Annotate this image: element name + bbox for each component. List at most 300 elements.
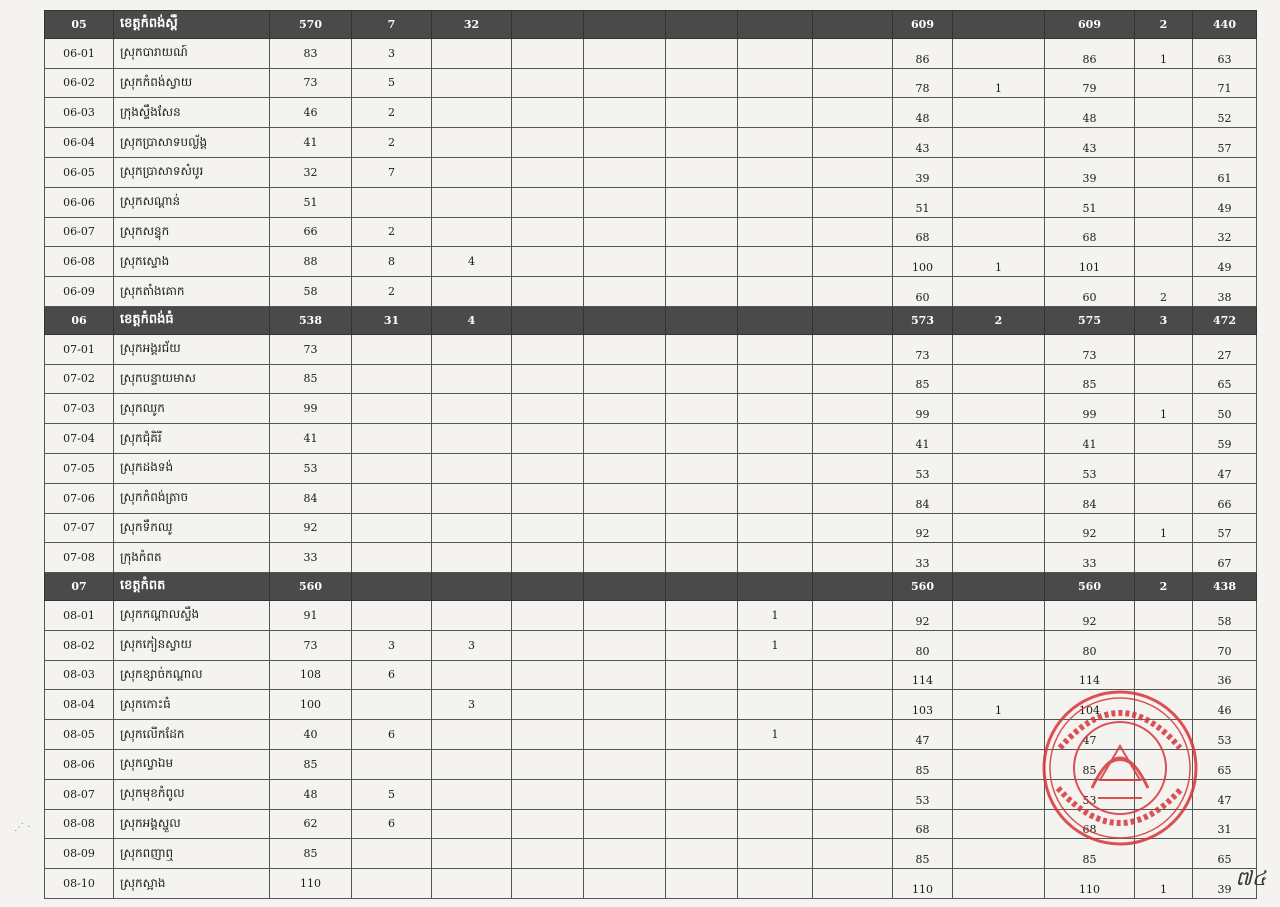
cell-c4 — [512, 839, 584, 869]
cell-c2 — [352, 394, 432, 424]
cell-c4 — [512, 38, 584, 68]
cell-c12 — [1135, 453, 1193, 483]
cell-c1: 110 — [270, 869, 352, 899]
cell-c12 — [1135, 839, 1193, 869]
cell-c12 — [1135, 187, 1193, 217]
cell-c4 — [512, 660, 584, 690]
district-row — [45, 809, 1257, 839]
cell-c7 — [738, 38, 813, 68]
cell-c5 — [584, 543, 666, 573]
cell-c13: 61 — [1193, 157, 1257, 187]
cell-c5 — [584, 749, 666, 779]
cell-c5 — [584, 157, 666, 187]
cell-c11: 575 — [1045, 306, 1135, 334]
cell-c7 — [738, 128, 813, 158]
cell-c9: 41 — [893, 424, 953, 454]
cell-c2 — [352, 483, 432, 513]
cell-c7 — [738, 660, 813, 690]
row-code: 06-06 — [45, 187, 114, 217]
cell-c7 — [738, 483, 813, 513]
cell-c4 — [512, 394, 584, 424]
cell-c1: 40 — [270, 720, 352, 750]
cell-c2 — [352, 749, 432, 779]
cell-c10 — [953, 334, 1045, 364]
cell-c6 — [666, 690, 738, 720]
cell-c5 — [584, 600, 666, 630]
cell-c11: 43 — [1045, 128, 1135, 158]
row-name: ស្រុកកៀនស្វាយ — [114, 630, 270, 660]
cell-c13: 63 — [1193, 38, 1257, 68]
row-code: 06-04 — [45, 128, 114, 158]
cell-c6 — [666, 453, 738, 483]
cell-c7 — [738, 364, 813, 394]
cell-c8 — [813, 660, 893, 690]
row-name: ស្រុកអង្គស្នួល — [114, 809, 270, 839]
cell-c4 — [512, 157, 584, 187]
cell-c5 — [584, 513, 666, 543]
row-name: ស្រុកប្រាសាទបល្ល័ង្គ — [114, 128, 270, 158]
province-row — [45, 306, 1257, 334]
cell-c8 — [813, 513, 893, 543]
cell-c10: 1 — [953, 247, 1045, 277]
cell-c3 — [432, 600, 512, 630]
cell-c3: 32 — [432, 11, 512, 39]
cell-c7 — [738, 11, 813, 39]
cell-c3 — [432, 68, 512, 98]
row-name: ស្រុកកំពង់ស្វាយ — [114, 68, 270, 98]
cell-c13: 58 — [1193, 600, 1257, 630]
cell-c5 — [584, 334, 666, 364]
cell-c2: 3 — [352, 38, 432, 68]
row-code: 07-02 — [45, 364, 114, 394]
cell-c8 — [813, 277, 893, 307]
cell-c9: 92 — [893, 513, 953, 543]
district-row — [45, 839, 1257, 869]
cell-c10 — [953, 453, 1045, 483]
cell-c9: 100 — [893, 247, 953, 277]
cell-c1: 108 — [270, 660, 352, 690]
cell-c13: 65 — [1193, 364, 1257, 394]
cell-c2 — [352, 690, 432, 720]
cell-c13: 46 — [1193, 690, 1257, 720]
cell-c5 — [584, 187, 666, 217]
cell-c6 — [666, 11, 738, 39]
district-row — [45, 277, 1257, 307]
cell-c2: 7 — [352, 11, 432, 39]
cell-c12 — [1135, 630, 1193, 660]
cell-c4 — [512, 749, 584, 779]
cell-c2: 31 — [352, 306, 432, 334]
cell-c6 — [666, 68, 738, 98]
cell-c12 — [1135, 600, 1193, 630]
row-name: ស្រុកស្អាង — [114, 869, 270, 899]
cell-c3 — [432, 869, 512, 899]
cell-c13: 49 — [1193, 247, 1257, 277]
cell-c8 — [813, 11, 893, 39]
cell-c12 — [1135, 247, 1193, 277]
cell-c3 — [432, 187, 512, 217]
cell-c4 — [512, 720, 584, 750]
cell-c10 — [953, 128, 1045, 158]
cell-c3 — [432, 38, 512, 68]
row-code: 06-07 — [45, 217, 114, 247]
cell-c13: 36 — [1193, 660, 1257, 690]
row-name: ខេត្តកំពត — [114, 573, 270, 601]
cell-c11: 48 — [1045, 98, 1135, 128]
cell-c6 — [666, 543, 738, 573]
cell-c5 — [584, 11, 666, 39]
row-name: ស្រុកខ្សាច់កណ្ដាល — [114, 660, 270, 690]
row-name: ស្រុកពញាឮ — [114, 839, 270, 869]
district-row — [45, 98, 1257, 128]
district-row — [45, 720, 1257, 750]
cell-c2: 2 — [352, 277, 432, 307]
cell-c10 — [953, 809, 1045, 839]
row-name: ស្រុកស្ទោង — [114, 247, 270, 277]
cell-c3 — [432, 513, 512, 543]
cell-c6 — [666, 306, 738, 334]
district-row — [45, 453, 1257, 483]
cell-c4 — [512, 187, 584, 217]
cell-c9: 103 — [893, 690, 953, 720]
cell-c1: 48 — [270, 779, 352, 809]
cell-c1: 538 — [270, 306, 352, 334]
cell-c4 — [512, 600, 584, 630]
cell-c2 — [352, 513, 432, 543]
cell-c13: 70 — [1193, 630, 1257, 660]
cell-c6 — [666, 128, 738, 158]
cell-c13: 52 — [1193, 98, 1257, 128]
cell-c8 — [813, 600, 893, 630]
cell-c3 — [432, 157, 512, 187]
row-code: 08-04 — [45, 690, 114, 720]
cell-c3: 3 — [432, 630, 512, 660]
cell-c10 — [953, 573, 1045, 601]
row-code: 07-03 — [45, 394, 114, 424]
cell-c2: 5 — [352, 68, 432, 98]
cell-c5 — [584, 424, 666, 454]
cell-c12 — [1135, 720, 1193, 750]
cell-c9: 114 — [893, 660, 953, 690]
district-row — [45, 600, 1257, 630]
cell-c9: 84 — [893, 483, 953, 513]
row-code: 06-09 — [45, 277, 114, 307]
cell-c4 — [512, 690, 584, 720]
row-code: 08-05 — [45, 720, 114, 750]
cell-c1: 66 — [270, 217, 352, 247]
cell-c3: 4 — [432, 306, 512, 334]
row-name: ស្រុកមុខកំពូល — [114, 779, 270, 809]
cell-c12: 1 — [1135, 513, 1193, 543]
cell-c1: 92 — [270, 513, 352, 543]
cell-c10 — [953, 364, 1045, 394]
cell-c8 — [813, 68, 893, 98]
cell-c7 — [738, 334, 813, 364]
cell-c6 — [666, 364, 738, 394]
row-code: 07-06 — [45, 483, 114, 513]
cell-c8 — [813, 247, 893, 277]
cell-c11: 609 — [1045, 11, 1135, 39]
cell-c12 — [1135, 157, 1193, 187]
cell-c2: 8 — [352, 247, 432, 277]
cell-c6 — [666, 660, 738, 690]
page-number: ៧៤ — [1235, 866, 1266, 890]
cell-c6 — [666, 334, 738, 364]
cell-c8 — [813, 128, 893, 158]
cell-c11: 73 — [1045, 334, 1135, 364]
cell-c11: 110 — [1045, 869, 1135, 899]
cell-c2 — [352, 364, 432, 394]
cell-c10 — [953, 98, 1045, 128]
district-row — [45, 187, 1257, 217]
cell-c11: 92 — [1045, 513, 1135, 543]
cell-c4 — [512, 513, 584, 543]
row-code: 08-06 — [45, 749, 114, 779]
row-code: 08-07 — [45, 779, 114, 809]
cell-c9: 85 — [893, 364, 953, 394]
cell-c8 — [813, 187, 893, 217]
cell-c3 — [432, 334, 512, 364]
cell-c7 — [738, 573, 813, 601]
cell-c6 — [666, 424, 738, 454]
cell-c1: 46 — [270, 98, 352, 128]
cell-c1: 570 — [270, 11, 352, 39]
cell-c5 — [584, 247, 666, 277]
cell-c2: 6 — [352, 720, 432, 750]
cell-c11: 85 — [1045, 364, 1135, 394]
cell-c13: 39 — [1193, 869, 1257, 899]
cell-c2 — [352, 334, 432, 364]
cell-c9: 39 — [893, 157, 953, 187]
row-name: ស្រុកទឹកឈូ — [114, 513, 270, 543]
cell-c2: 2 — [352, 217, 432, 247]
row-name: ស្រុកឈូក — [114, 394, 270, 424]
cell-c4 — [512, 11, 584, 39]
cell-c6 — [666, 277, 738, 307]
cell-c8 — [813, 98, 893, 128]
cell-c12: 1 — [1135, 394, 1193, 424]
cell-c4 — [512, 68, 584, 98]
cell-c8 — [813, 543, 893, 573]
cell-c5 — [584, 453, 666, 483]
cell-c5 — [584, 306, 666, 334]
cell-c3 — [432, 98, 512, 128]
cell-c2: 5 — [352, 779, 432, 809]
cell-c2: 6 — [352, 809, 432, 839]
cell-c9: 86 — [893, 38, 953, 68]
cell-c8 — [813, 394, 893, 424]
row-name: ស្រុកកោះធំ — [114, 690, 270, 720]
cell-c5 — [584, 217, 666, 247]
cell-c6 — [666, 573, 738, 601]
cell-c2: 2 — [352, 98, 432, 128]
district-row — [45, 394, 1257, 424]
row-code: 06-08 — [45, 247, 114, 277]
cell-c7 — [738, 247, 813, 277]
cell-c3 — [432, 394, 512, 424]
row-name: ស្រុកបារាយណ៍ — [114, 38, 270, 68]
cell-c12 — [1135, 660, 1193, 690]
cell-c1: 73 — [270, 68, 352, 98]
cell-c13: 65 — [1193, 839, 1257, 869]
cell-c1: 53 — [270, 453, 352, 483]
cell-c4 — [512, 334, 584, 364]
cell-c12 — [1135, 809, 1193, 839]
cell-c9: 47 — [893, 720, 953, 750]
district-row — [45, 424, 1257, 454]
cell-c3: 4 — [432, 247, 512, 277]
cell-c13: 66 — [1193, 483, 1257, 513]
cell-c7 — [738, 453, 813, 483]
row-code: 06-02 — [45, 68, 114, 98]
cell-c13: 71 — [1193, 68, 1257, 98]
cell-c5 — [584, 68, 666, 98]
row-name: ស្រុកលើកដែក — [114, 720, 270, 750]
cell-c7 — [738, 277, 813, 307]
cell-c9: 73 — [893, 334, 953, 364]
row-code: 08-09 — [45, 839, 114, 869]
cell-c13: 438 — [1193, 573, 1257, 601]
cell-c5 — [584, 364, 666, 394]
cell-c7 — [738, 68, 813, 98]
row-name: ខេត្តកំពង់ធំ — [114, 306, 270, 334]
row-code: 07-04 — [45, 424, 114, 454]
allocation-table — [44, 10, 1257, 899]
cell-c9: 85 — [893, 749, 953, 779]
cell-c10 — [953, 749, 1045, 779]
cell-c3 — [432, 720, 512, 750]
cell-c12 — [1135, 483, 1193, 513]
cell-c8 — [813, 453, 893, 483]
cell-c13: 65 — [1193, 749, 1257, 779]
cell-c11: 33 — [1045, 543, 1135, 573]
scan-speck: ⋰ · — [14, 822, 31, 833]
row-name: ស្រុកជុំគិរី — [114, 424, 270, 454]
cell-c2 — [352, 600, 432, 630]
cell-c4 — [512, 543, 584, 573]
cell-c9: 92 — [893, 600, 953, 630]
cell-c1: 73 — [270, 334, 352, 364]
cell-c9: 560 — [893, 573, 953, 601]
cell-c11: 60 — [1045, 277, 1135, 307]
cell-c6 — [666, 187, 738, 217]
cell-c1: 41 — [270, 128, 352, 158]
cell-c2 — [352, 424, 432, 454]
cell-c10: 1 — [953, 690, 1045, 720]
row-name: ស្រុកតាំងគោក — [114, 277, 270, 307]
cell-c7 — [738, 839, 813, 869]
cell-c4 — [512, 217, 584, 247]
district-row — [45, 543, 1257, 573]
cell-c12: 1 — [1135, 869, 1193, 899]
row-name: ស្រុកសន្ទុក — [114, 217, 270, 247]
cell-c7: 1 — [738, 720, 813, 750]
cell-c12 — [1135, 217, 1193, 247]
cell-c3 — [432, 453, 512, 483]
cell-c12 — [1135, 779, 1193, 809]
cell-c10 — [953, 660, 1045, 690]
cell-c13: 47 — [1193, 779, 1257, 809]
cell-c9: 80 — [893, 630, 953, 660]
cell-c8 — [813, 573, 893, 601]
district-row — [45, 334, 1257, 364]
cell-c1: 41 — [270, 424, 352, 454]
cell-c4 — [512, 306, 584, 334]
cell-c3 — [432, 424, 512, 454]
cell-c7 — [738, 187, 813, 217]
cell-c7 — [738, 424, 813, 454]
cell-c10 — [953, 779, 1045, 809]
row-name: ស្រុកល្វាឯម — [114, 749, 270, 779]
cell-c5 — [584, 839, 666, 869]
cell-c11: 99 — [1045, 394, 1135, 424]
cell-c7 — [738, 869, 813, 899]
cell-c8 — [813, 424, 893, 454]
cell-c8 — [813, 364, 893, 394]
cell-c10 — [953, 720, 1045, 750]
cell-c3 — [432, 809, 512, 839]
cell-c6 — [666, 630, 738, 660]
cell-c9: 110 — [893, 869, 953, 899]
cell-c12: 1 — [1135, 38, 1193, 68]
cell-c6 — [666, 483, 738, 513]
district-row — [45, 630, 1257, 660]
cell-c13: 440 — [1193, 11, 1257, 39]
district-row — [45, 690, 1257, 720]
cell-c10 — [953, 277, 1045, 307]
cell-c11: 68 — [1045, 809, 1135, 839]
cell-c10 — [953, 600, 1045, 630]
row-code: 07-01 — [45, 334, 114, 364]
cell-c9: 48 — [893, 98, 953, 128]
cell-c8 — [813, 869, 893, 899]
row-code: 06-05 — [45, 157, 114, 187]
district-row — [45, 869, 1257, 899]
province-row — [45, 11, 1257, 39]
row-code: 08-01 — [45, 600, 114, 630]
cell-c4 — [512, 869, 584, 899]
district-row — [45, 749, 1257, 779]
cell-c1: 58 — [270, 277, 352, 307]
district-row — [45, 38, 1257, 68]
cell-c2 — [352, 869, 432, 899]
row-name: ក្រុងកំពត — [114, 543, 270, 573]
cell-c6 — [666, 38, 738, 68]
district-row — [45, 513, 1257, 543]
cell-c8 — [813, 749, 893, 779]
cell-c13: 49 — [1193, 187, 1257, 217]
cell-c13: 32 — [1193, 217, 1257, 247]
cell-c9: 99 — [893, 394, 953, 424]
cell-c6 — [666, 749, 738, 779]
cell-c13: 59 — [1193, 424, 1257, 454]
cell-c4 — [512, 364, 584, 394]
cell-c13: 57 — [1193, 128, 1257, 158]
cell-c12 — [1135, 334, 1193, 364]
cell-c11: 39 — [1045, 157, 1135, 187]
cell-c9: 53 — [893, 779, 953, 809]
cell-c11: 47 — [1045, 720, 1135, 750]
cell-c12 — [1135, 128, 1193, 158]
row-code: 05 — [45, 11, 114, 39]
cell-c3 — [432, 749, 512, 779]
cell-c7 — [738, 306, 813, 334]
cell-c10 — [953, 543, 1045, 573]
cell-c5 — [584, 128, 666, 158]
cell-c11: 85 — [1045, 749, 1135, 779]
cell-c7 — [738, 217, 813, 247]
row-code: 07-08 — [45, 543, 114, 573]
